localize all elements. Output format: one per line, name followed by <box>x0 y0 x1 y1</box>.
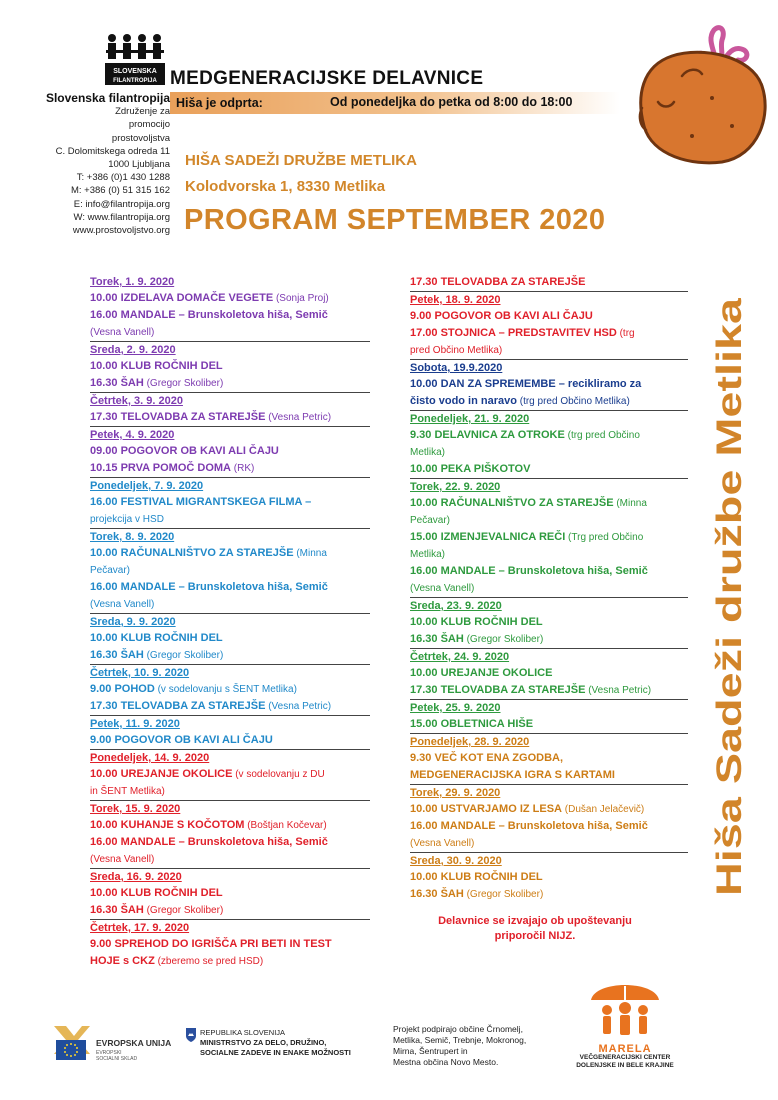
entry-details: pred Občino Metlika) <box>410 345 503 356</box>
schedule-entry <box>410 274 688 291</box>
ministry-line-2: MINISTRSTVO ZA DELO, DRUŽINO, <box>200 1038 327 1047</box>
schedule-entry <box>90 324 370 341</box>
schedule-entry <box>410 682 688 699</box>
entry-details: (Vesna Vanell) <box>410 838 475 849</box>
schedule-date-heading: Ponedeljek, 7. 9. 2020 <box>90 477 370 494</box>
venue-address: Kolodvorska 1, 8330 Metlika <box>185 178 386 195</box>
schedule-entry <box>90 409 370 426</box>
ministry-text <box>200 1028 351 1058</box>
org-line: promocijo <box>128 119 170 131</box>
schedule-entry <box>410 342 688 359</box>
entry-activity: 10.00 RAČUNALNIŠTVO ZA STAREJŠE <box>410 497 614 509</box>
schedule-entry <box>410 563 688 580</box>
entry-details: (Gregor Skoliber) <box>143 378 224 389</box>
schedule-entry <box>410 376 688 393</box>
entry-details: (v sodelovanju s ŠENT Metlika) <box>154 684 297 695</box>
schedule-entry <box>410 461 688 478</box>
schedule-entry <box>90 953 370 970</box>
schedule-entry <box>90 375 370 392</box>
schedule-entry <box>410 444 688 461</box>
entry-details: (Vesna Petric) <box>585 685 652 696</box>
entry-details: (trg pred Občino <box>564 430 640 441</box>
entry-activity: 9.00 POHOD <box>90 683 155 695</box>
schedule-entry <box>410 614 688 631</box>
entry-activity: 16.00 MANDALE – Brunskoletova hiša, Semič <box>90 836 328 848</box>
entry-details: (trg <box>616 328 635 339</box>
entry-activity: 10.00 KLUB ROČNIH DEL <box>410 871 543 883</box>
entry-details: (Gregor Skoliber) <box>143 650 224 661</box>
schedule-entry <box>90 783 370 800</box>
entry-details: (Vesna Petric) <box>265 701 332 712</box>
schedule-entry <box>90 834 370 851</box>
entry-details: Metlika) <box>410 447 446 458</box>
entry-activity: 16.00 MANDALE – Brunskoletova hiša, Semič <box>90 309 328 321</box>
schedule-entry <box>90 307 370 324</box>
schedule-entry <box>90 885 370 902</box>
entry-details: Pečavar) <box>410 515 451 526</box>
entry-details: (Gregor Skoliber) <box>463 889 544 900</box>
slovenia-crest-icon <box>186 1028 196 1042</box>
support-line-3: Mirna, Šentrupert in <box>393 1046 468 1056</box>
slovenska-filantropija-logo <box>103 32 167 88</box>
entry-activity: 10.00 KLUB ROČNIH DEL <box>90 632 223 644</box>
schedule-entry <box>90 732 370 749</box>
entry-activity: 16.30 ŠAH <box>90 904 144 916</box>
notice-line-2: priporočil NIJZ. <box>494 930 576 942</box>
entry-activity: 09.00 POGOVOR OB KAVI ALI ČAJU <box>90 445 279 457</box>
entry-activity: 10.00 KLUB ROČNIH DEL <box>90 360 223 372</box>
entry-details: Metlika) <box>410 549 446 560</box>
marela-sub-line-2: DOLENJSKE IN BELE KRAJINE <box>576 1062 674 1069</box>
schedule-entry <box>90 902 370 919</box>
entry-activity: 16.00 MANDALE – Brunskoletova hiša, Semič <box>90 581 328 593</box>
schedule-entry <box>410 835 688 852</box>
entry-details: (Minna <box>293 548 327 559</box>
entry-activity: 10.00 IZDELAVA DOMAČE VEGETE <box>90 292 274 304</box>
entry-activity: 10.00 DAN ZA SPREMEMBE – recikliramo za <box>410 378 642 390</box>
entry-activity: 17.30 TELOVADBA ZA STAREJŠE <box>90 700 266 712</box>
schedule-entry <box>410 512 688 529</box>
notice-line-1: Delavnice se izvajajo ob upoštevanju <box>438 915 632 927</box>
schedule-entry <box>90 545 370 562</box>
entry-activity: 15.00 IZMENJEVALNICA REČI <box>410 531 566 543</box>
entry-activity: 10.00 UREJANJE OKOLICE <box>410 667 553 679</box>
eu-title: EVROPSKA UNIJA <box>96 1038 172 1048</box>
org-city: 1000 Ljubljana <box>108 159 170 171</box>
supporters-text <box>393 1024 526 1068</box>
schedule-entry <box>410 631 688 648</box>
entry-activity: 10.00 KLUB ROČNIH DEL <box>410 616 543 628</box>
schedule-date-heading: Petek, 18. 9. 2020 <box>410 291 688 308</box>
schedule-entry <box>90 443 370 460</box>
eu-flag-icon <box>56 1040 86 1060</box>
org-web-2: www.prostovoljstvo.org <box>72 225 170 237</box>
schedule-entry <box>410 716 688 733</box>
entry-activity: 10.00 RAČUNALNIŠTVO ZA STAREJŠE <box>90 547 294 559</box>
headline: MEDGENERACIJSKE DELAVNICE <box>170 68 484 89</box>
entry-activity: 17.30 TELOVADBA ZA STAREJŠE <box>410 276 586 288</box>
schedule-entry <box>90 681 370 698</box>
schedule-date-heading: Sreda, 9. 9. 2020 <box>90 613 370 630</box>
org-address: C. Dolomitskega odreda 11 <box>55 145 170 157</box>
schedule-entry <box>90 851 370 868</box>
entry-details: (trg pred Občino Metlika) <box>516 396 630 407</box>
entry-details: (Vesna Petric) <box>265 412 332 423</box>
notice <box>420 914 650 944</box>
entry-details: (Vesna Vanell) <box>90 599 155 610</box>
schedule-left-column <box>90 274 370 970</box>
entry-details: in ŠENT Metlika) <box>90 786 165 797</box>
venue-name: HIŠA SADEŽI DRUŽBE METLIKA <box>185 152 417 169</box>
eu-sub-line-1: EVROPSKI <box>96 1050 122 1056</box>
entry-details: (Sonja Proj) <box>273 293 329 304</box>
schedule-date-heading: Petek, 4. 9. 2020 <box>90 426 370 443</box>
schedule-entry <box>90 290 370 307</box>
eu-sub-line-2: SOCIALNI SKLAD <box>96 1056 138 1062</box>
org-phone: T: +386 (0)1 430 1288 <box>76 172 170 184</box>
entry-activity: 17.30 TELOVADBA ZA STAREJŠE <box>90 411 266 423</box>
entry-activity: 17.00 STOJNICA – PREDSTAVITEV HSD <box>410 327 617 339</box>
program-title: PROGRAM SEPTEMBER 2020 <box>184 204 606 236</box>
schedule-date-heading: Torek, 22. 9. 2020 <box>410 478 688 495</box>
schedule-entry <box>90 494 370 511</box>
marela-subtitle <box>572 1054 678 1070</box>
schedule-date-heading: Sreda, 30. 9. 2020 <box>410 852 688 869</box>
marela-name: MARELA <box>598 1043 652 1055</box>
schedule-entry <box>90 817 370 834</box>
potato-mascot-illustration <box>612 16 772 166</box>
ministry-line-3: SOCIALNE ZADEVE IN ENAKE MOŽNOSTI <box>200 1048 351 1057</box>
entry-activity: 16.00 MANDALE – Brunskoletova hiša, Semič <box>410 565 648 577</box>
schedule-date-heading: Sreda, 2. 9. 2020 <box>90 341 370 358</box>
entry-activity: 9.00 POGOVOR OB KAVI ALI ČAJU <box>90 734 273 746</box>
schedule-entry <box>410 767 688 784</box>
entry-details: (v sodelovanju z DU <box>232 769 325 780</box>
schedule-date-heading: Četrtek, 24. 9. 2020 <box>410 648 688 665</box>
entry-details: (Trg pred Občino <box>565 532 644 543</box>
entry-details: (Gregor Skoliber) <box>143 905 224 916</box>
entry-activity: 10.15 PRVA POMOČ DOMA <box>90 462 231 474</box>
entry-activity: 16.30 ŠAH <box>90 649 144 661</box>
schedule-entry <box>410 665 688 682</box>
entry-activity: 16.30 ŠAH <box>410 888 464 900</box>
schedule-date-heading: Petek, 11. 9. 2020 <box>90 715 370 732</box>
opening-label: Hiša je odprta: <box>176 96 263 110</box>
vertical-venue-title <box>697 298 757 898</box>
entry-details: (Vesna Vanell) <box>90 327 155 338</box>
schedule-entry <box>90 358 370 375</box>
schedule-entry <box>90 460 370 477</box>
ministry-line-1: REPUBLIKA SLOVENIJA <box>200 1028 286 1037</box>
opening-hours: Od ponedeljka do petka od 8:00 do 18:00 <box>330 95 573 109</box>
schedule-entry <box>410 495 688 512</box>
logo-text-line1: SLOVENSKA <box>113 68 157 75</box>
schedule-entry <box>410 427 688 444</box>
schedule-entry <box>90 562 370 579</box>
schedule-entry <box>410 308 688 325</box>
entry-details: (RK) <box>231 463 255 474</box>
support-line-1: Projekt podpirajo občine Črnomelj, <box>393 1024 523 1034</box>
schedule-entry <box>410 580 688 597</box>
org-line: prostovoljstva <box>111 132 170 144</box>
organization-name: Slovenska filantropija <box>45 91 170 105</box>
schedule-date-heading: Sreda, 16. 9. 2020 <box>90 868 370 885</box>
org-web: W: www.filantropija.org <box>73 211 170 223</box>
schedule-entry <box>410 393 688 410</box>
schedule-entry <box>90 596 370 613</box>
entry-details: (Boštjan Kočevar) <box>244 820 327 831</box>
schedule-date-heading: Sobota, 19.9.2020 <box>410 359 688 376</box>
entry-activity: 10.00 KUHANJE S KOČOTOM <box>90 819 245 831</box>
schedule-date-heading: Ponedeljek, 21. 9. 2020 <box>410 410 688 427</box>
schedule-entry <box>90 766 370 783</box>
entry-details: (Minna <box>613 498 647 509</box>
schedule-entry <box>90 698 370 715</box>
schedule-entry <box>410 886 688 903</box>
entry-activity: 10.00 USTVARJAMO IZ LESA <box>410 803 562 815</box>
schedule-date-heading: Torek, 15. 9. 2020 <box>90 800 370 817</box>
entry-activity: MEDGENERACIJSKA IGRA S KARTAMI <box>410 769 615 781</box>
vertical-title-text: Hiša Sadeži družbe Metlika <box>710 448 749 896</box>
schedule-entry <box>410 750 688 767</box>
entry-details: (zberemo se pred HSD) <box>154 956 264 967</box>
entry-activity: 9.30 DELAVNICA ZA OTROKE <box>410 429 565 441</box>
schedule-date-heading: Torek, 29. 9. 2020 <box>410 784 688 801</box>
schedule-entry <box>410 325 688 342</box>
entry-details: (Dušan Jelačevič) <box>562 804 645 815</box>
schedule-right-column <box>410 274 688 903</box>
entry-activity: 16.30 ŠAH <box>410 633 464 645</box>
support-line-2: Metlika, Semič, Trebnje, Mokronog, <box>393 1035 527 1045</box>
marela-sub-line-1: VEČGENERACIJSKI CENTER <box>579 1054 671 1061</box>
org-line: Združenje za <box>115 106 170 118</box>
schedule-entry <box>410 818 688 835</box>
entry-activity: 10.00 UREJANJE OKOLICE <box>90 768 233 780</box>
schedule-date-heading: Sreda, 23. 9. 2020 <box>410 597 688 614</box>
schedule-entry <box>410 801 688 818</box>
entry-details: (Vesna Vanell) <box>90 854 155 865</box>
marela-umbrella-logo-icon <box>585 972 665 1044</box>
schedule-date-heading: Četrtek, 3. 9. 2020 <box>90 392 370 409</box>
entry-activity: 9.30 VEČ KOT ENA ZGODBA, <box>410 752 564 764</box>
schedule-date-heading: Petek, 25. 9. 2020 <box>410 699 688 716</box>
entry-activity: 16.00 MANDALE – Brunskoletova hiša, Semič <box>410 820 648 832</box>
entry-activity: 9.00 SPREHOD DO IGRIŠČA PRI BETI IN TEST <box>90 938 332 950</box>
org-email: E: info@filantropija.org <box>73 198 170 210</box>
eu-subtitle <box>96 1050 137 1062</box>
schedule-entry <box>410 529 688 546</box>
schedule-date-heading: Ponedeljek, 28. 9. 2020 <box>410 733 688 750</box>
org-mobile: M: +386 (0) 51 315 162 <box>70 185 170 197</box>
schedule-date-heading: Četrtek, 10. 9. 2020 <box>90 664 370 681</box>
organization-info <box>20 92 170 237</box>
entry-activity: 16.00 FESTIVAL MIGRANTSKEGA FILMA – <box>90 496 312 508</box>
entry-activity: 10.00 KLUB ROČNIH DEL <box>90 887 223 899</box>
entry-activity: 15.00 OBLETNICA HIŠE <box>410 718 534 730</box>
schedule-date-heading: Torek, 1. 9. 2020 <box>90 276 175 288</box>
schedule-entry <box>90 579 370 596</box>
entry-activity: 17.30 TELOVADBA ZA STAREJŠE <box>410 684 586 696</box>
schedule-date-heading: Četrtek, 17. 9. 2020 <box>90 919 370 936</box>
entry-activity: HOJE s CKZ <box>90 955 155 967</box>
schedule-entry <box>410 546 688 563</box>
entry-details: projekcija v HSD <box>90 514 164 525</box>
schedule-date-heading: Ponedeljek, 14. 9. 2020 <box>90 749 370 766</box>
schedule-date-heading: Torek, 8. 9. 2020 <box>90 528 370 545</box>
logo-text-line2: FILANTROPIJA <box>113 78 157 84</box>
schedule-entry <box>90 511 370 528</box>
schedule-entry <box>90 936 370 953</box>
entry-activity: 16.30 ŠAH <box>90 377 144 389</box>
support-line-4: Mestna občina Novo Mesto. <box>393 1057 499 1067</box>
schedule-entry <box>90 647 370 664</box>
entry-details: (Vesna Vanell) <box>410 583 475 594</box>
entry-activity: 10.00 PEKA PIŠKOTOV <box>410 463 531 475</box>
schedule-entry <box>90 630 370 647</box>
schedule-entry <box>410 869 688 886</box>
entry-details: (Gregor Skoliber) <box>463 634 544 645</box>
entry-activity: 9.00 POGOVOR OB KAVI ALI ČAJU <box>410 310 593 322</box>
entry-details: Pečavar) <box>90 565 131 576</box>
entry-activity: čisto vodo in naravo <box>410 395 517 407</box>
